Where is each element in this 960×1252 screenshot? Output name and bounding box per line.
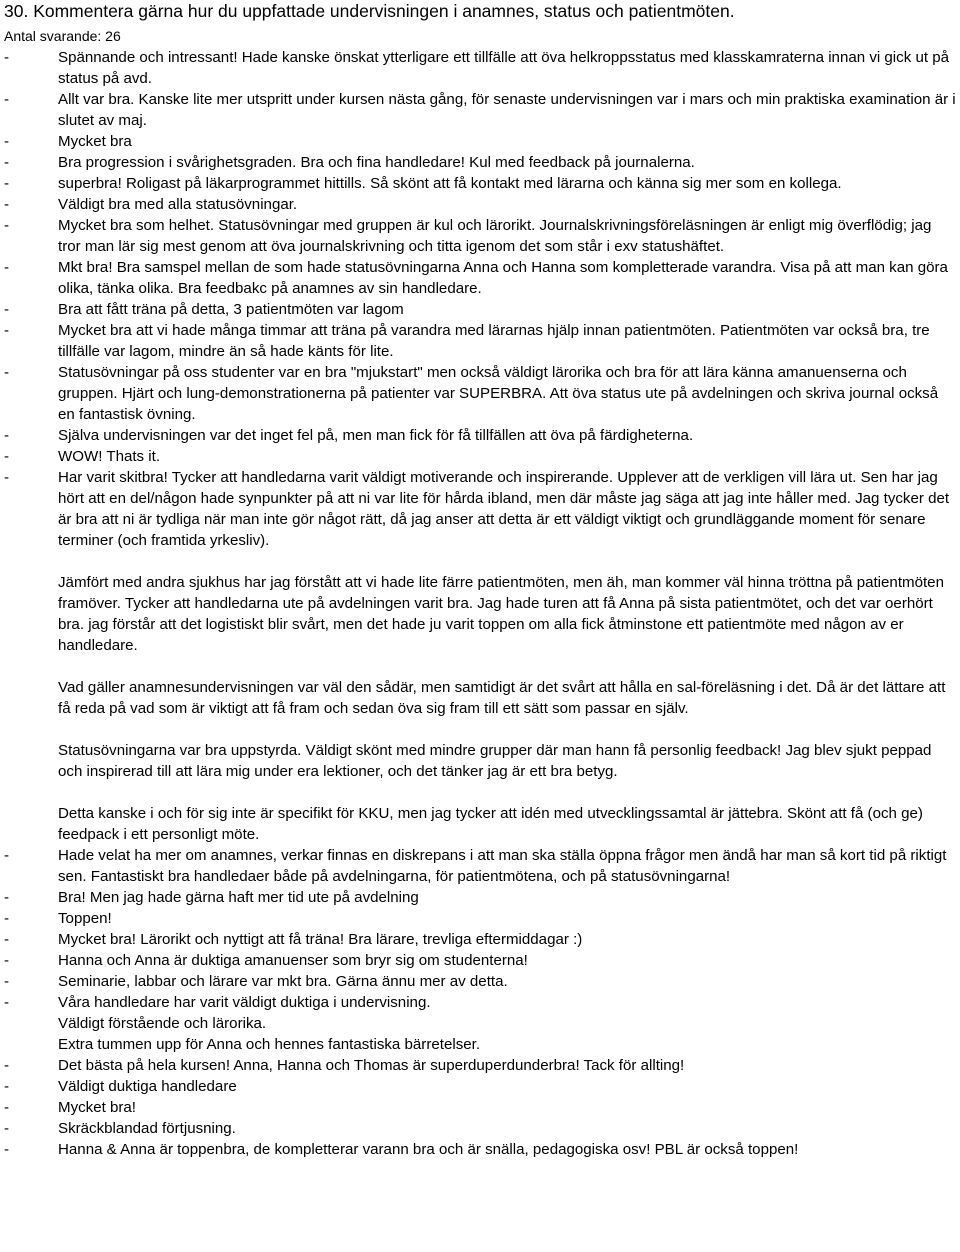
comment-text: Mycket bra! Lärorikt och nyttigt att få träna! Bra lärare, trevliga eftermiddagar :) (58, 931, 583, 948)
comment-item (4, 47, 956, 89)
comment-item (4, 929, 956, 950)
comment-item (4, 992, 956, 1055)
list-dash: - (4, 217, 10, 234)
list-dash: - (4, 1099, 10, 1116)
comment-text: Statusövningar på oss studenter var en bra "mjukstart" men också väldigt lärorika och bra för att lära känna amanuenserna och gruppen. Hjärt och lung-demonstrationerna på patienter var SUPERBRA. Att öva status ute på avdelningen och skriva journal också en fantastisk övning. (58, 364, 939, 423)
comment-text: Spännande och intressant! Hade kanske önskat ytterligare ett tillfälle att öva helkroppsstatus med klasskamraterna innan vi gick ut på status på avd. (58, 49, 950, 87)
comment-text: superbra! Roligast på läkarprogrammet hittills. Så skönt att få kontakt med lärarna och känna sig mer som en kollega. (58, 175, 842, 192)
list-dash: - (4, 259, 10, 276)
comment-item (4, 131, 956, 152)
comment-item (4, 194, 956, 215)
comment-item (4, 257, 956, 299)
comment-text: Seminarie, labbar och lärare var mkt bra. Gärna ännu mer av detta. (58, 973, 508, 990)
comment-item (4, 152, 956, 173)
comment-text: Väldigt duktiga handledare (58, 1078, 237, 1095)
comment-text: Själva undervisningen var det inget fel på, men man fick för få tillfällen att öva på färdigheterna. (58, 427, 694, 444)
list-dash: - (4, 469, 10, 486)
list-dash: - (4, 952, 10, 969)
comment-item (4, 299, 956, 320)
list-dash: - (4, 301, 10, 318)
list-dash: - (4, 133, 10, 150)
comment-text: Våra handledare har varit väldigt duktiga i undervisning. (58, 994, 431, 1011)
list-dash: - (4, 175, 10, 192)
list-dash: - (4, 196, 10, 213)
list-dash: - (4, 973, 10, 990)
list-dash: - (4, 427, 10, 444)
comment-item (4, 971, 956, 992)
list-dash: - (4, 994, 10, 1011)
comment-item (4, 1076, 956, 1097)
list-dash: - (4, 1057, 10, 1074)
comment-text: Detta kanske i och för sig inte är specifikt för KKU, men jag tycker att idén med utvecklingssamtal är jättebra. Skönt att få (och ge) feedpack i ett personligt möte. (58, 805, 923, 843)
list-dash: - (4, 364, 10, 381)
list-dash: - (4, 1078, 10, 1095)
comment-item (4, 908, 956, 929)
list-dash: - (4, 889, 10, 906)
comment-text: Väldigt förstående och lärorika. (58, 1015, 267, 1032)
comment-item (4, 887, 956, 908)
comment-text: Hanna & Anna är toppenbra, de kompletterar varann bra och är snälla, pedagogiska osv! PBL är också toppen! (58, 1141, 799, 1158)
comment-text: Bra progression i svårighetsgraden. Bra och fina handledare! Kul med feedback på journalerna. (58, 154, 695, 171)
list-dash: - (4, 931, 10, 948)
comment-text: Jämfört med andra sjukhus har jag förstått att vi hade lite färre patientmöten, men äh, man kommer väl hinna tröttna på patientmöten framöver. Tycker att handledarna ute på avdelningen varit bra. Jag hade turen att få Anna på sista patientmötet, och det var oerhört bra. jag förstår att det logistiskt blir svårt, men det hade ju varit toppen om alla fick åtminstone ett patientmöte med någon av er handledare. (58, 574, 944, 654)
comment-text: Hade velat ha mer om anamnes, verkar finnas en diskrepans i att man ska ställa öppna frågor men ändå har man så kort tid på riktigt sen. Fantastiskt bra handledaer både på avdelningarna, för patientmötena, och på statusövningarna! (58, 847, 947, 885)
comment-item (4, 1118, 956, 1139)
list-dash: - (4, 49, 10, 66)
comment-text: Skräckblandad förtjusning. (58, 1120, 236, 1137)
comment-text: Vad gäller anamnesundervisningen var väl den sådär, men samtidigt är det svårt att hålla en sal-föreläsning i det. Då är det lättare att få reda på vad som är viktigt att få fram och sedan öva sig fram till ett sätt som passar en själv. (58, 679, 946, 717)
comment-item (4, 215, 956, 257)
question-title: 30. Kommentera gärna hur du uppfattade undervisningen i anamnes, status och patientmöten. (4, 1, 735, 21)
comment-text: Mycket bra (58, 133, 132, 150)
comment-text: WOW! Thats it. (58, 448, 161, 465)
comment-item (4, 467, 956, 845)
comment-item (4, 362, 956, 425)
comment-text: Väldigt bra med alla statusövningar. (58, 196, 298, 213)
comment-text: Mycket bra! (58, 1099, 137, 1116)
comment-text: Statusövningarna var bra uppstyrda. Väldigt skönt med mindre grupper där man hann få personlig feedback! Jag blev sjukt peppad och inspirerad till att lära mig under era lektioner, och det tänker jag är ett bra betyg. (58, 742, 932, 780)
list-dash: - (4, 91, 10, 108)
list-dash: - (4, 910, 10, 927)
list-dash: - (4, 448, 10, 465)
list-dash: - (4, 1120, 10, 1137)
comment-text: Bra att fått träna på detta, 3 patientmöten var lagom (58, 301, 404, 318)
list-dash: - (4, 154, 10, 171)
list-dash: - (4, 1141, 10, 1158)
comment-text: Mkt bra! Bra samspel mellan de som hade statusövningarna Anna och Hanna som kompletterade varandra. Visa på att man kan göra olika, tänka olika. Bra feedbakc på anamnes av sin handledare. (58, 259, 948, 297)
comment-text: Extra tummen upp för Anna och hennes fantastiska bärretelser. (58, 1036, 481, 1053)
comment-text: Det bästa på hela kursen! Anna, Hanna och Thomas är superduperdunderbra! Tack för allting! (58, 1057, 685, 1074)
comment-item (4, 845, 956, 887)
comment-list (4, 47, 956, 1160)
list-dash: - (4, 847, 10, 864)
comment-item (4, 320, 956, 362)
comment-item (4, 1055, 956, 1076)
comment-item (4, 173, 956, 194)
comment-text: Bra! Men jag hade gärna haft mer tid ute på avdelning (58, 889, 419, 906)
comment-item (4, 1139, 956, 1160)
comment-text: Mycket bra som helhet. Statusövningar med gruppen är kul och lärorikt. Journalskrivningsföreläsningen är enligt mig överflödig; jag tror man lär sig mest genom att öva journalskrivning och titta igenom det som står i exv statushäftet. (58, 217, 932, 255)
comment-item (4, 950, 956, 971)
respondent-count: Antal svarande: 26 (4, 28, 121, 44)
comment-item (4, 446, 956, 467)
comment-text: Allt var bra. Kanske lite mer utspritt under kursen nästa gång, för senaste undervisningen var i mars och min praktiska examination är i slutet av maj. (58, 91, 956, 129)
comment-text: Mycket bra att vi hade många timmar att träna på varandra med lärarnas hjälp innan patientmöten. Patientmöten var också bra, tre tillfälle var lagom, mindre än så hade känts för lite. (58, 322, 930, 360)
comment-item (4, 89, 956, 131)
comment-text: Har varit skitbra! Tycker att handledarna varit väldigt motiverande och inspirerande. Upplever att de verkligen vill lära ut. Sen har jag hört att en del/någon hade synpunkter på att ni var lite för hårda ibland, men där måste jag säga att jag inte håller med. Jag tycker det är bra att ni är tydliga när man inte gör något rätt, då jag anser att detta är ett väldigt viktigt och grundläggande moment för senare terminer (och framtida yrkesliv). (58, 469, 950, 549)
comment-text: Hanna och Anna är duktiga amanuenser som bryr sig om studenterna! (58, 952, 528, 969)
comment-text: Toppen! (58, 910, 112, 927)
list-dash: - (4, 322, 10, 339)
comment-item (4, 1097, 956, 1118)
comment-item (4, 425, 956, 446)
